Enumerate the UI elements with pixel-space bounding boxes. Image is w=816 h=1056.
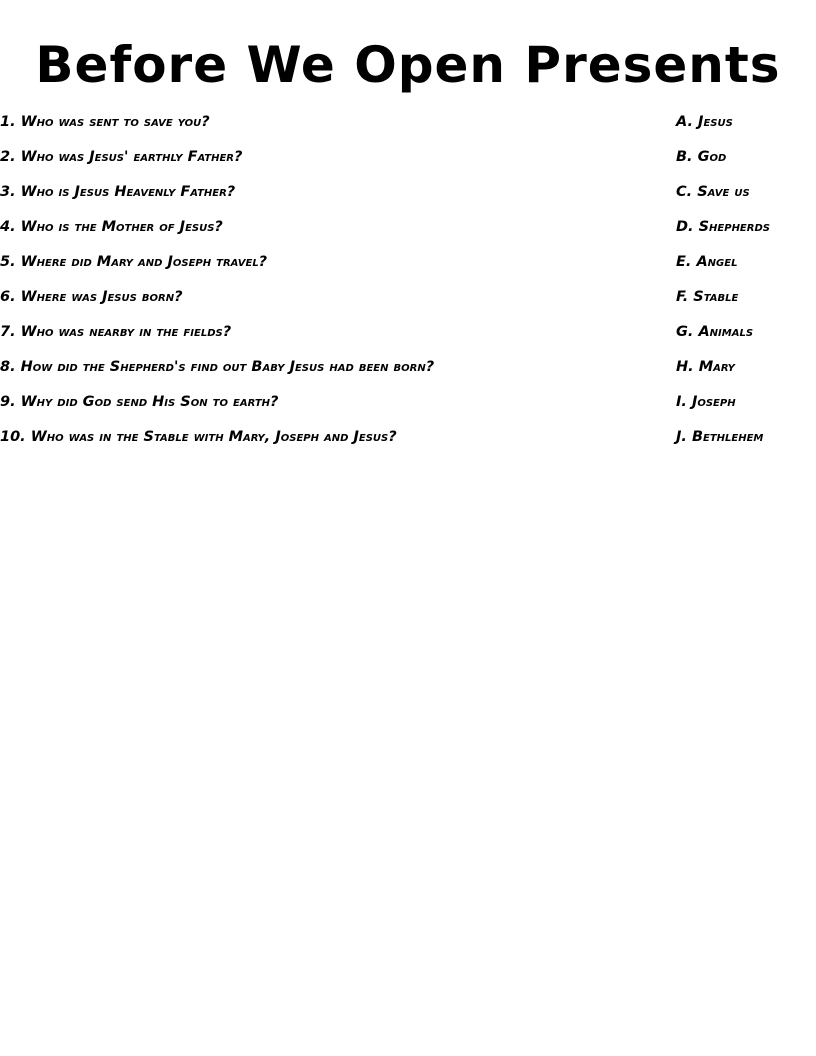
answer-list (676, 109, 816, 459)
question-item: 7. Who was nearby in the fields? (0, 324, 232, 340)
question-item: 4. Who is the Mother of Jesus? (0, 219, 223, 235)
question-item: 8. How did the Shepherd's find out Baby Jesus had been born? (0, 359, 435, 375)
question-item: 2. Who was Jesus' earthly Father? (0, 149, 243, 165)
answer-item: F. Stable (676, 289, 739, 305)
question-item: 3. Who is Jesus Heavenly Father? (0, 184, 236, 200)
question-item: 5. Where did Mary and Joseph travel? (0, 254, 268, 270)
answer-item: D. Shepherds (676, 219, 770, 235)
answer-item: C. Save us (676, 184, 750, 200)
answer-item: A. Jesus (676, 114, 733, 130)
question-item: 1. Who was sent to save you? (0, 114, 210, 130)
answer-item: B. God (676, 149, 727, 165)
answer-item: E. Angel (676, 254, 738, 270)
answer-item: J. Bethlehem (676, 429, 764, 445)
page-title: Before We Open Presents (35, 36, 781, 94)
question-item: 6. Where was Jesus born? (0, 289, 183, 305)
answer-item: G. Animals (676, 324, 754, 340)
question-list (0, 109, 640, 459)
answer-item: I. Joseph (676, 394, 736, 410)
question-item: 9. Why did God send His Son to earth? (0, 394, 279, 410)
answer-item: H. Mary (676, 359, 735, 375)
question-item: 10. Who was in the Stable with Mary, Joseph and Jesus? (0, 429, 397, 445)
